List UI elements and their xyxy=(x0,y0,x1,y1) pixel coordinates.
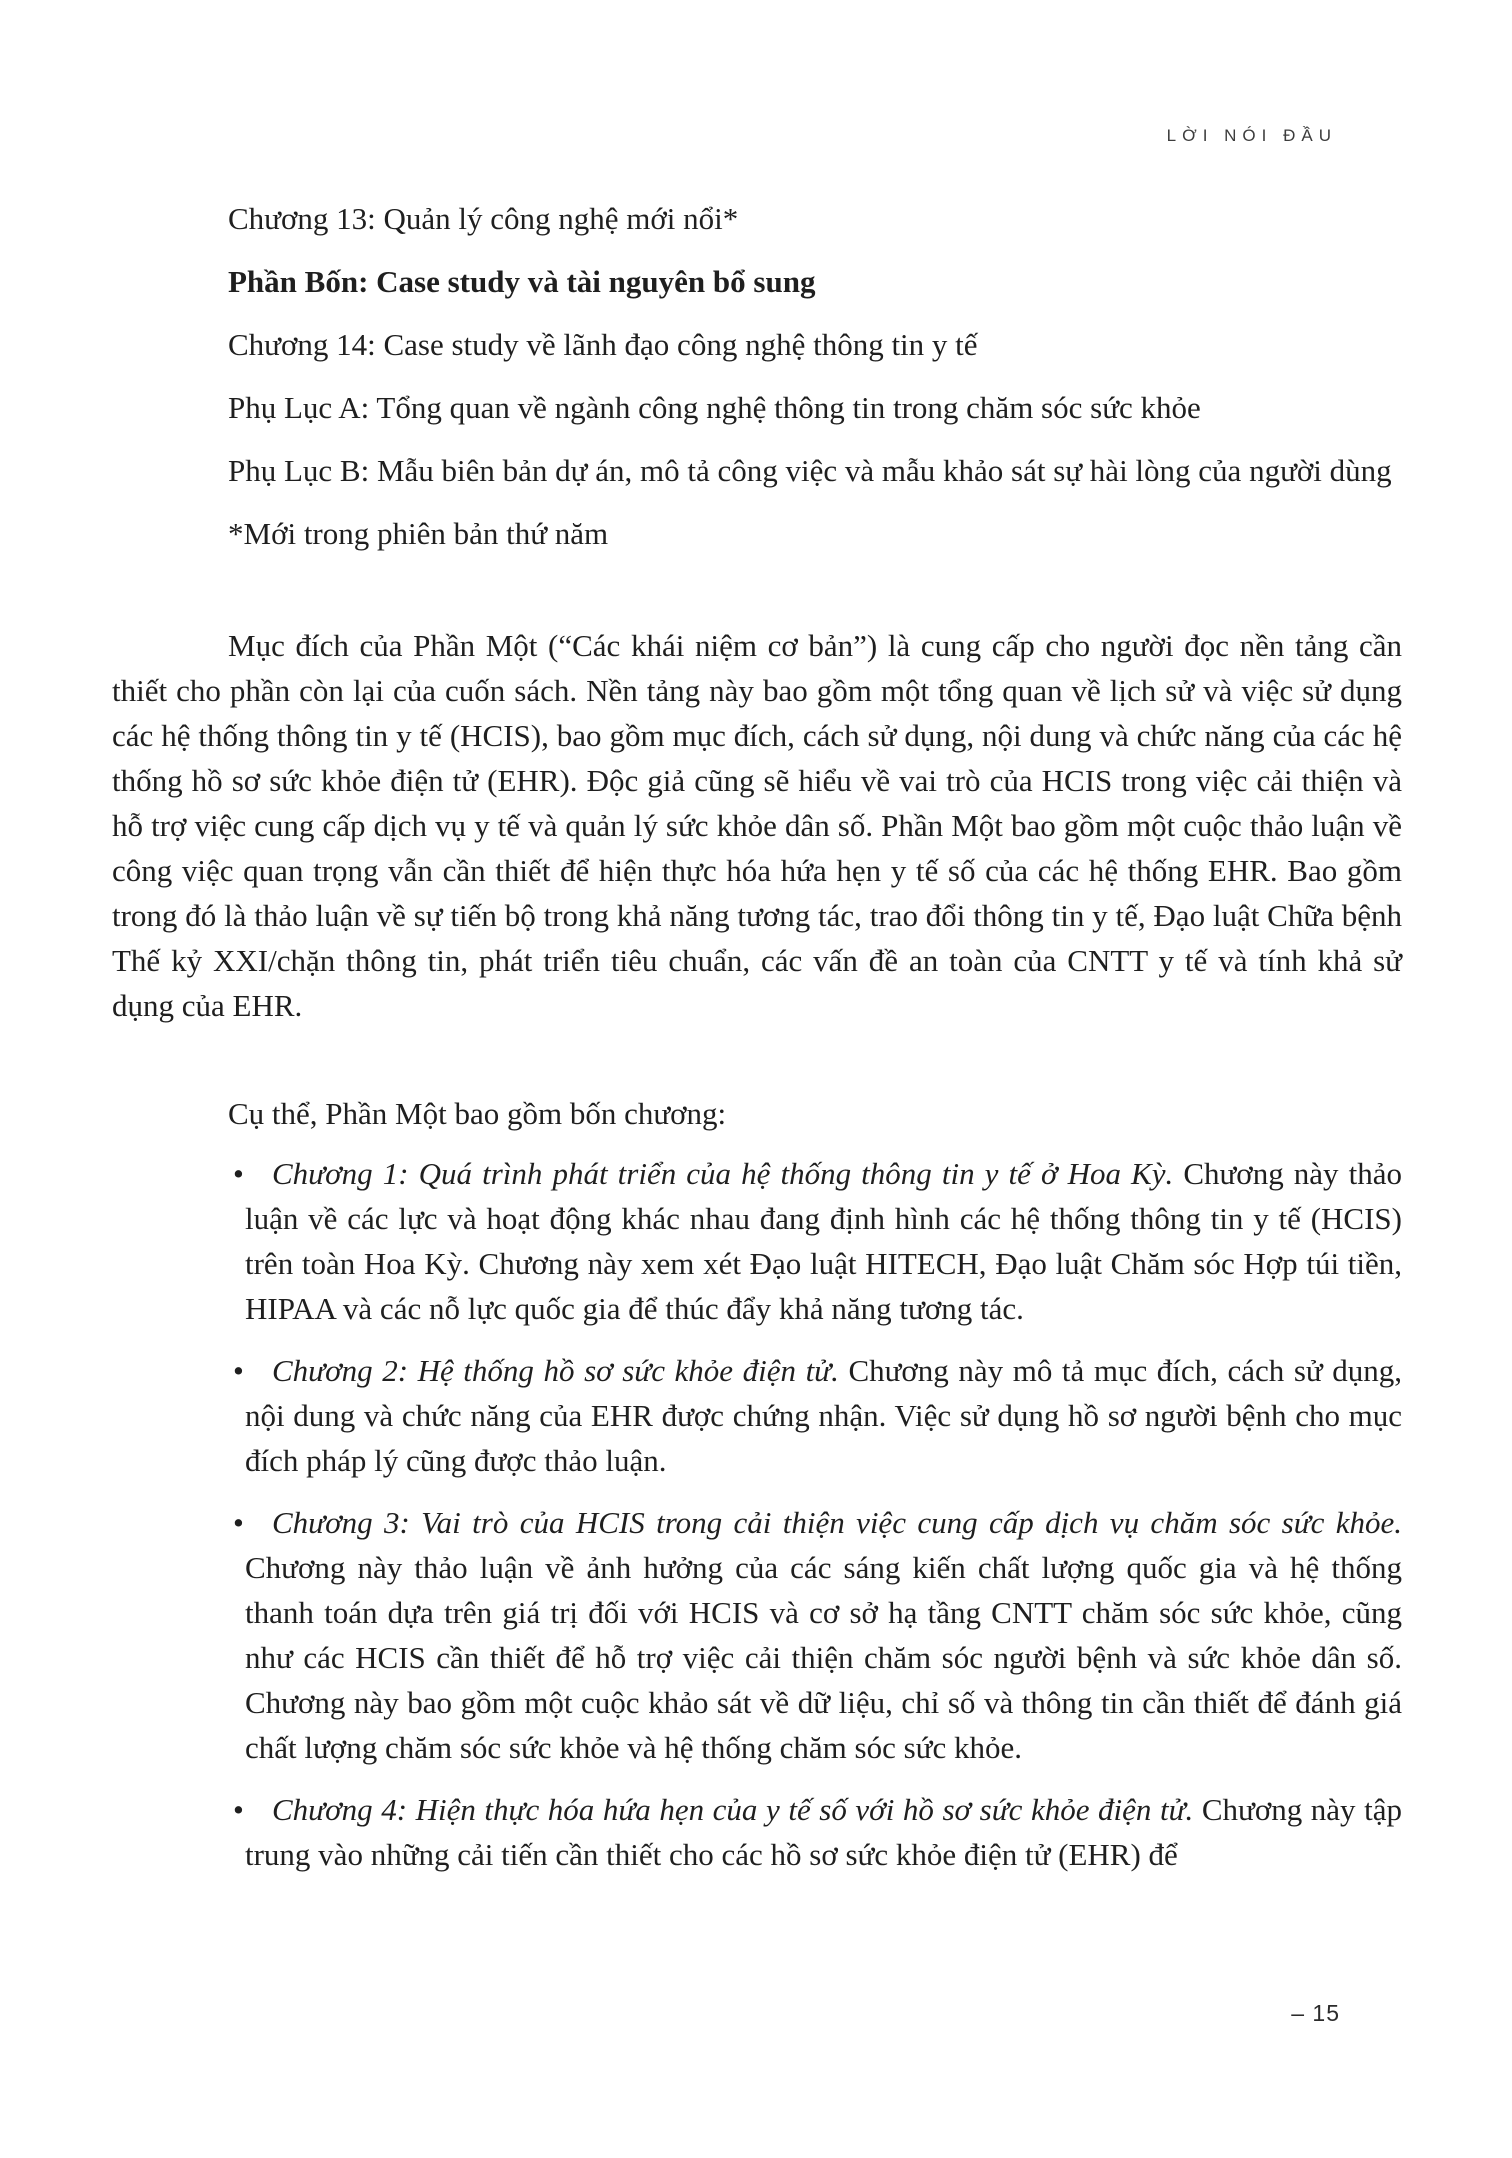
list-item-chapter-13: Chương 13: Quản lý công nghệ mới nổi* xyxy=(228,201,739,236)
chapter-description: Chương này thảo luận về các lực và hoạt động khác nhau đang định hình các hệ thống thông tin y tế (HCIS) trên toàn Hoa Kỳ. Chương này xem xét Đạo luật HITECH, Đạo luật Chăm sóc Hợp túi tiền, HIPAA và các nỗ lực quốc gia để thúc đẩy khả năng tương tác. xyxy=(245,1156,1402,1326)
chapter-title: Chương 1: Quá trình phát triển của hệ thống thông tin y tế ở Hoa Kỳ. xyxy=(272,1156,1174,1191)
bullet-icon: • xyxy=(233,1156,244,1191)
chapter-title: Chương 3: Vai trò của HCIS trong cải thiện việc cung cấp dịch vụ chăm sóc sức khỏe. xyxy=(272,1505,1402,1540)
chapter-title: Chương 2: Hệ thống hồ sơ sức khỏe điện tử. xyxy=(272,1353,839,1388)
list-item-chapter-2 xyxy=(233,1348,1403,1483)
list-item-chapter-14: Chương 14: Case study về lãnh đạo công nghệ thông tin y tế xyxy=(228,327,978,362)
list-item-chapter-1 xyxy=(233,1151,1402,1331)
bullet-icon: • xyxy=(233,1792,244,1827)
bullet-icon: • xyxy=(233,1353,244,1388)
list-item-appendix-b: Phụ Lục B: Mẫu biên bản dự án, mô tả công việc và mẫu khảo sát sự hài lòng của người dùng xyxy=(228,453,1392,488)
list-item-part-four: Phần Bốn: Case study và tài nguyên bổ sung xyxy=(228,264,816,299)
running-header: LỜI NÓI ĐẦU xyxy=(1166,126,1337,145)
bullet-icon: • xyxy=(233,1505,244,1540)
list-item-appendix-a: Phụ Lục A: Tổng quan về ngành công nghệ thông tin trong chăm sóc sức khỏe xyxy=(228,390,1201,425)
chapter-description: Chương này thảo luận về ảnh hưởng của các sáng kiến chất lượng quốc gia và hệ thống thanh toán dựa trên giá trị đối với HCIS và cơ sở hạ tầng CNTT chăm sóc sức khỏe, cũng như các HCIS cần thiết để hỗ trợ việc cải thiện chăm sóc người bệnh và sức khỏe dân số. Chương này bao gồm một cuộc khảo sát về dữ liệu, chỉ số và thông tin cần thiết để đánh giá chất lượng chăm sóc sức khỏe và hệ thống chăm sóc sức khỏe. xyxy=(245,1550,1402,1765)
chapter-title: Chương 4: Hiện thực hóa hứa hẹn của y tế số với hồ sơ sức khỏe điện tử. xyxy=(272,1792,1194,1827)
intro-paragraph: Mục đích của Phần Một (“Các khái niệm cơ bản”) là cung cấp cho người đọc nền tảng cần thiết cho phần còn lại của cuốn sách. Nền tảng này bao gồm một tổng quan về lịch sử và việc sử dụng các hệ thống thông tin y tế (HCIS), bao gồm mục đích, cách sử dụng, nội dung và chức năng của các hệ thống hồ sơ sức khỏe điện tử (EHR). Độc giả cũng sẽ hiểu về vai trò của HCIS trong việc cải thiện và hỗ trợ việc cung cấp dịch vụ y tế và quản lý sức khỏe dân số. Phần Một bao gồm một cuộc thảo luận về công việc quan trọng vẫn cần thiết để hiện thực hóa hứa hẹn y tế số của các hệ thống EHR. Bao gồm trong đó là thảo luận về sự tiến bộ trong khả năng tương tác, trao đổi thông tin y tế, Đạo luật Chữa bệnh Thế kỷ XXI/chặn thông tin, phát triển tiêu chuẩn, các vấn đề an toàn của CNTT y tế và tính khả sử dụng của EHR. xyxy=(112,628,1402,1023)
page-number: – 15 xyxy=(1291,2000,1340,2026)
chapter-description: Chương này tập trung vào những cải tiến cần thiết cho các hồ sơ sức khỏe điện tử (EHR) để xyxy=(245,1792,1402,1872)
list-item-chapter-3 xyxy=(233,1500,1402,1770)
new-in-fifth-edition-note: *Mới trong phiên bản thứ năm xyxy=(228,516,609,551)
chapter-bullet-list xyxy=(233,1151,1403,1894)
lead-in-line: Cụ thể, Phần Một bao gồm bốn chương: xyxy=(228,1096,727,1131)
front-matter-list xyxy=(228,196,1402,574)
list-item-chapter-4 xyxy=(233,1787,1402,1877)
chapter-description: Chương này mô tả mục đích, cách sử dụng, nội dung và chức năng của EHR được chứng nhận. Việc sử dụng hồ sơ người bệnh cho mục đích pháp lý cũng được thảo luận. xyxy=(245,1353,1403,1478)
